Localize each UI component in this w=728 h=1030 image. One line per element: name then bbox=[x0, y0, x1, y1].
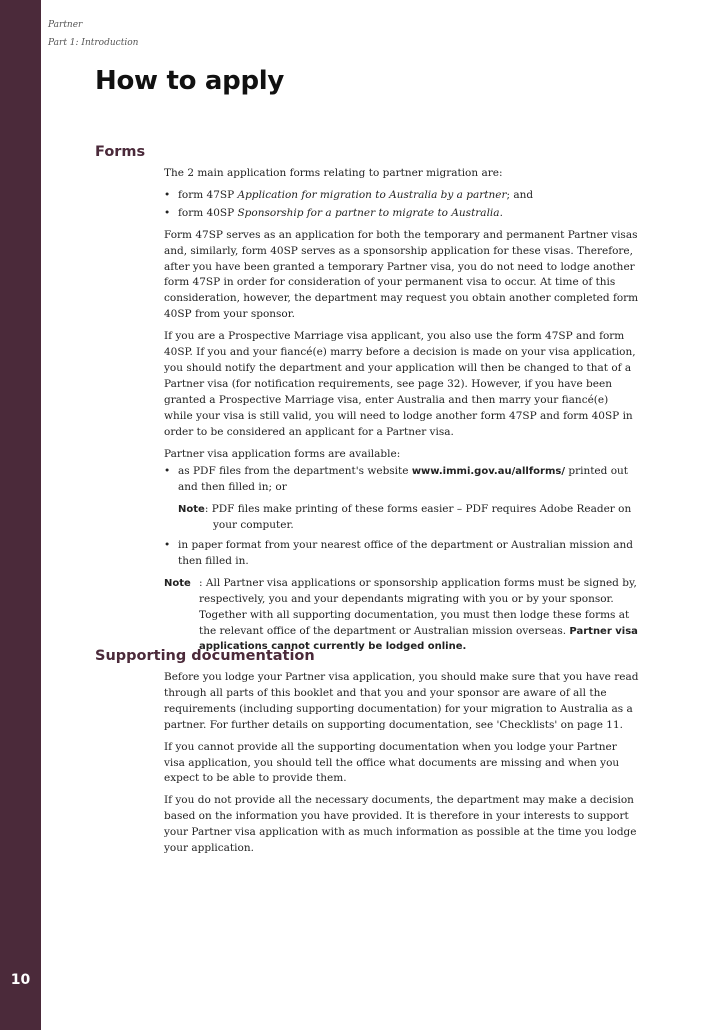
note-text: : PDF files make printing of these forms easier – PDF requires Adobe Reader on bbox=[204, 503, 632, 516]
note-label: Note bbox=[178, 504, 205, 516]
forms-paragraph-2: If you are a Prospective Marriage visa applicant, you also use the form 47SP and form 40SP. If you and your fiancé(e) marry before a decision is made on your visa application, you should notify the department and your application will then be changed to that of a Partner visa (for notification requirements, see page 32). However, if you have been granted a Prospective Marriage visa, enter Australia and then marry your fiancé(e) while your visa is still valid, you will need to lodge another form 47SP and form 40SP in order to be considered an applicant for a Partner visa. bbox=[164, 330, 636, 438]
availability-list bbox=[164, 464, 639, 496]
website-link[interactable]: www.immi.gov.au/allforms/ bbox=[411, 466, 566, 478]
supporting-paragraph-2: If you cannot provide all the supporting documentation when you lodge your Partner visa application, you should tell the office what documents are missing and when you expect to be able to provide them. bbox=[164, 740, 620, 785]
availability-text: as PDF files from the department's website bbox=[178, 465, 412, 478]
availability-text-tail: printed out and then filled in; or bbox=[178, 465, 629, 494]
bullet-icon: • bbox=[164, 188, 171, 201]
bullet-icon: • bbox=[164, 465, 171, 478]
pdf-note bbox=[164, 502, 639, 534]
list-punctuation: . bbox=[499, 206, 503, 219]
form-number: form 40SP bbox=[178, 206, 238, 219]
forms-intro: The 2 main application forms relating to partner migration are: bbox=[164, 167, 503, 179]
availability-list-2 bbox=[164, 538, 639, 570]
form-list-item bbox=[164, 206, 639, 222]
running-head-line-2: Part 1: Introduction bbox=[48, 38, 139, 48]
forms-heading: Forms bbox=[95, 144, 146, 160]
supporting-documentation-heading: Supporting documentation bbox=[95, 648, 315, 664]
note-text-continued: your computer. bbox=[213, 519, 294, 532]
form-list bbox=[164, 188, 639, 222]
bullet-icon: • bbox=[164, 206, 171, 219]
forms-paragraph-1: Form 47SP serves as an application for both the temporary and permanent Partner visas and, similarly, form 40SP serves as a sponsorship application for these visas. Therefore, after you have been granted a temporary Partner visa, you do not need to lodge another form 47SP in order for consideration of your permanent visa to occur. At time of this consideration, however, the department may request you obtain another completed form 40SP from your sponsor. bbox=[164, 228, 639, 321]
form-list-item bbox=[164, 188, 639, 204]
availability-item bbox=[164, 538, 639, 570]
page-margin-band bbox=[0, 0, 41, 1030]
running-head bbox=[48, 16, 138, 52]
note-text: : All Partner visa applications or sponsorship application forms must be signed by, respectively, you and your dependants migrating with you or by your sponsor. Together with all supporting documentation, you must then lodge these forms at the relevant office of the department or Australian mission overseas. bbox=[199, 576, 637, 637]
bullet-icon: • bbox=[164, 539, 171, 552]
supporting-paragraph-3: If you do not provide all the necessary documents, the department may make a decision based on the information you have provided. It is therefore in your interests to support your Partner visa application with as much information as possible at the time you lodge your application. bbox=[164, 794, 637, 855]
availability-intro: Partner visa application forms are available: bbox=[164, 447, 401, 460]
page-title: How to apply bbox=[95, 66, 285, 96]
form-title: Application for migration to Australia by a partner bbox=[237, 188, 507, 201]
list-punctuation: ; and bbox=[506, 188, 534, 201]
note-label: Note bbox=[164, 577, 191, 589]
form-title: Sponsorship for a partner to migrate to Australia bbox=[237, 206, 500, 219]
running-head-line-1: Partner bbox=[48, 20, 83, 30]
signing-note bbox=[164, 576, 639, 656]
availability-item bbox=[164, 464, 639, 496]
form-number: form 47SP bbox=[178, 188, 238, 201]
supporting-paragraph-1: Before you lodge your Partner visa application, you should make sure that you have read through all parts of this booklet and that you and your sponsor are aware of all the requirements (including supporting documentation) for your migration to Australia as a partner. For further details on supporting documentation, see 'Checklists' on page 11. bbox=[164, 671, 639, 731]
availability-text: in paper format from your nearest office of the department or Australian mission and then filled in. bbox=[178, 539, 633, 567]
forms-section-body bbox=[164, 166, 639, 655]
note-emphasis: Partner visa applications cannot currently be lodged online. bbox=[199, 625, 638, 653]
supporting-section-body bbox=[164, 670, 639, 863]
page-number: 10 bbox=[10, 972, 31, 988]
